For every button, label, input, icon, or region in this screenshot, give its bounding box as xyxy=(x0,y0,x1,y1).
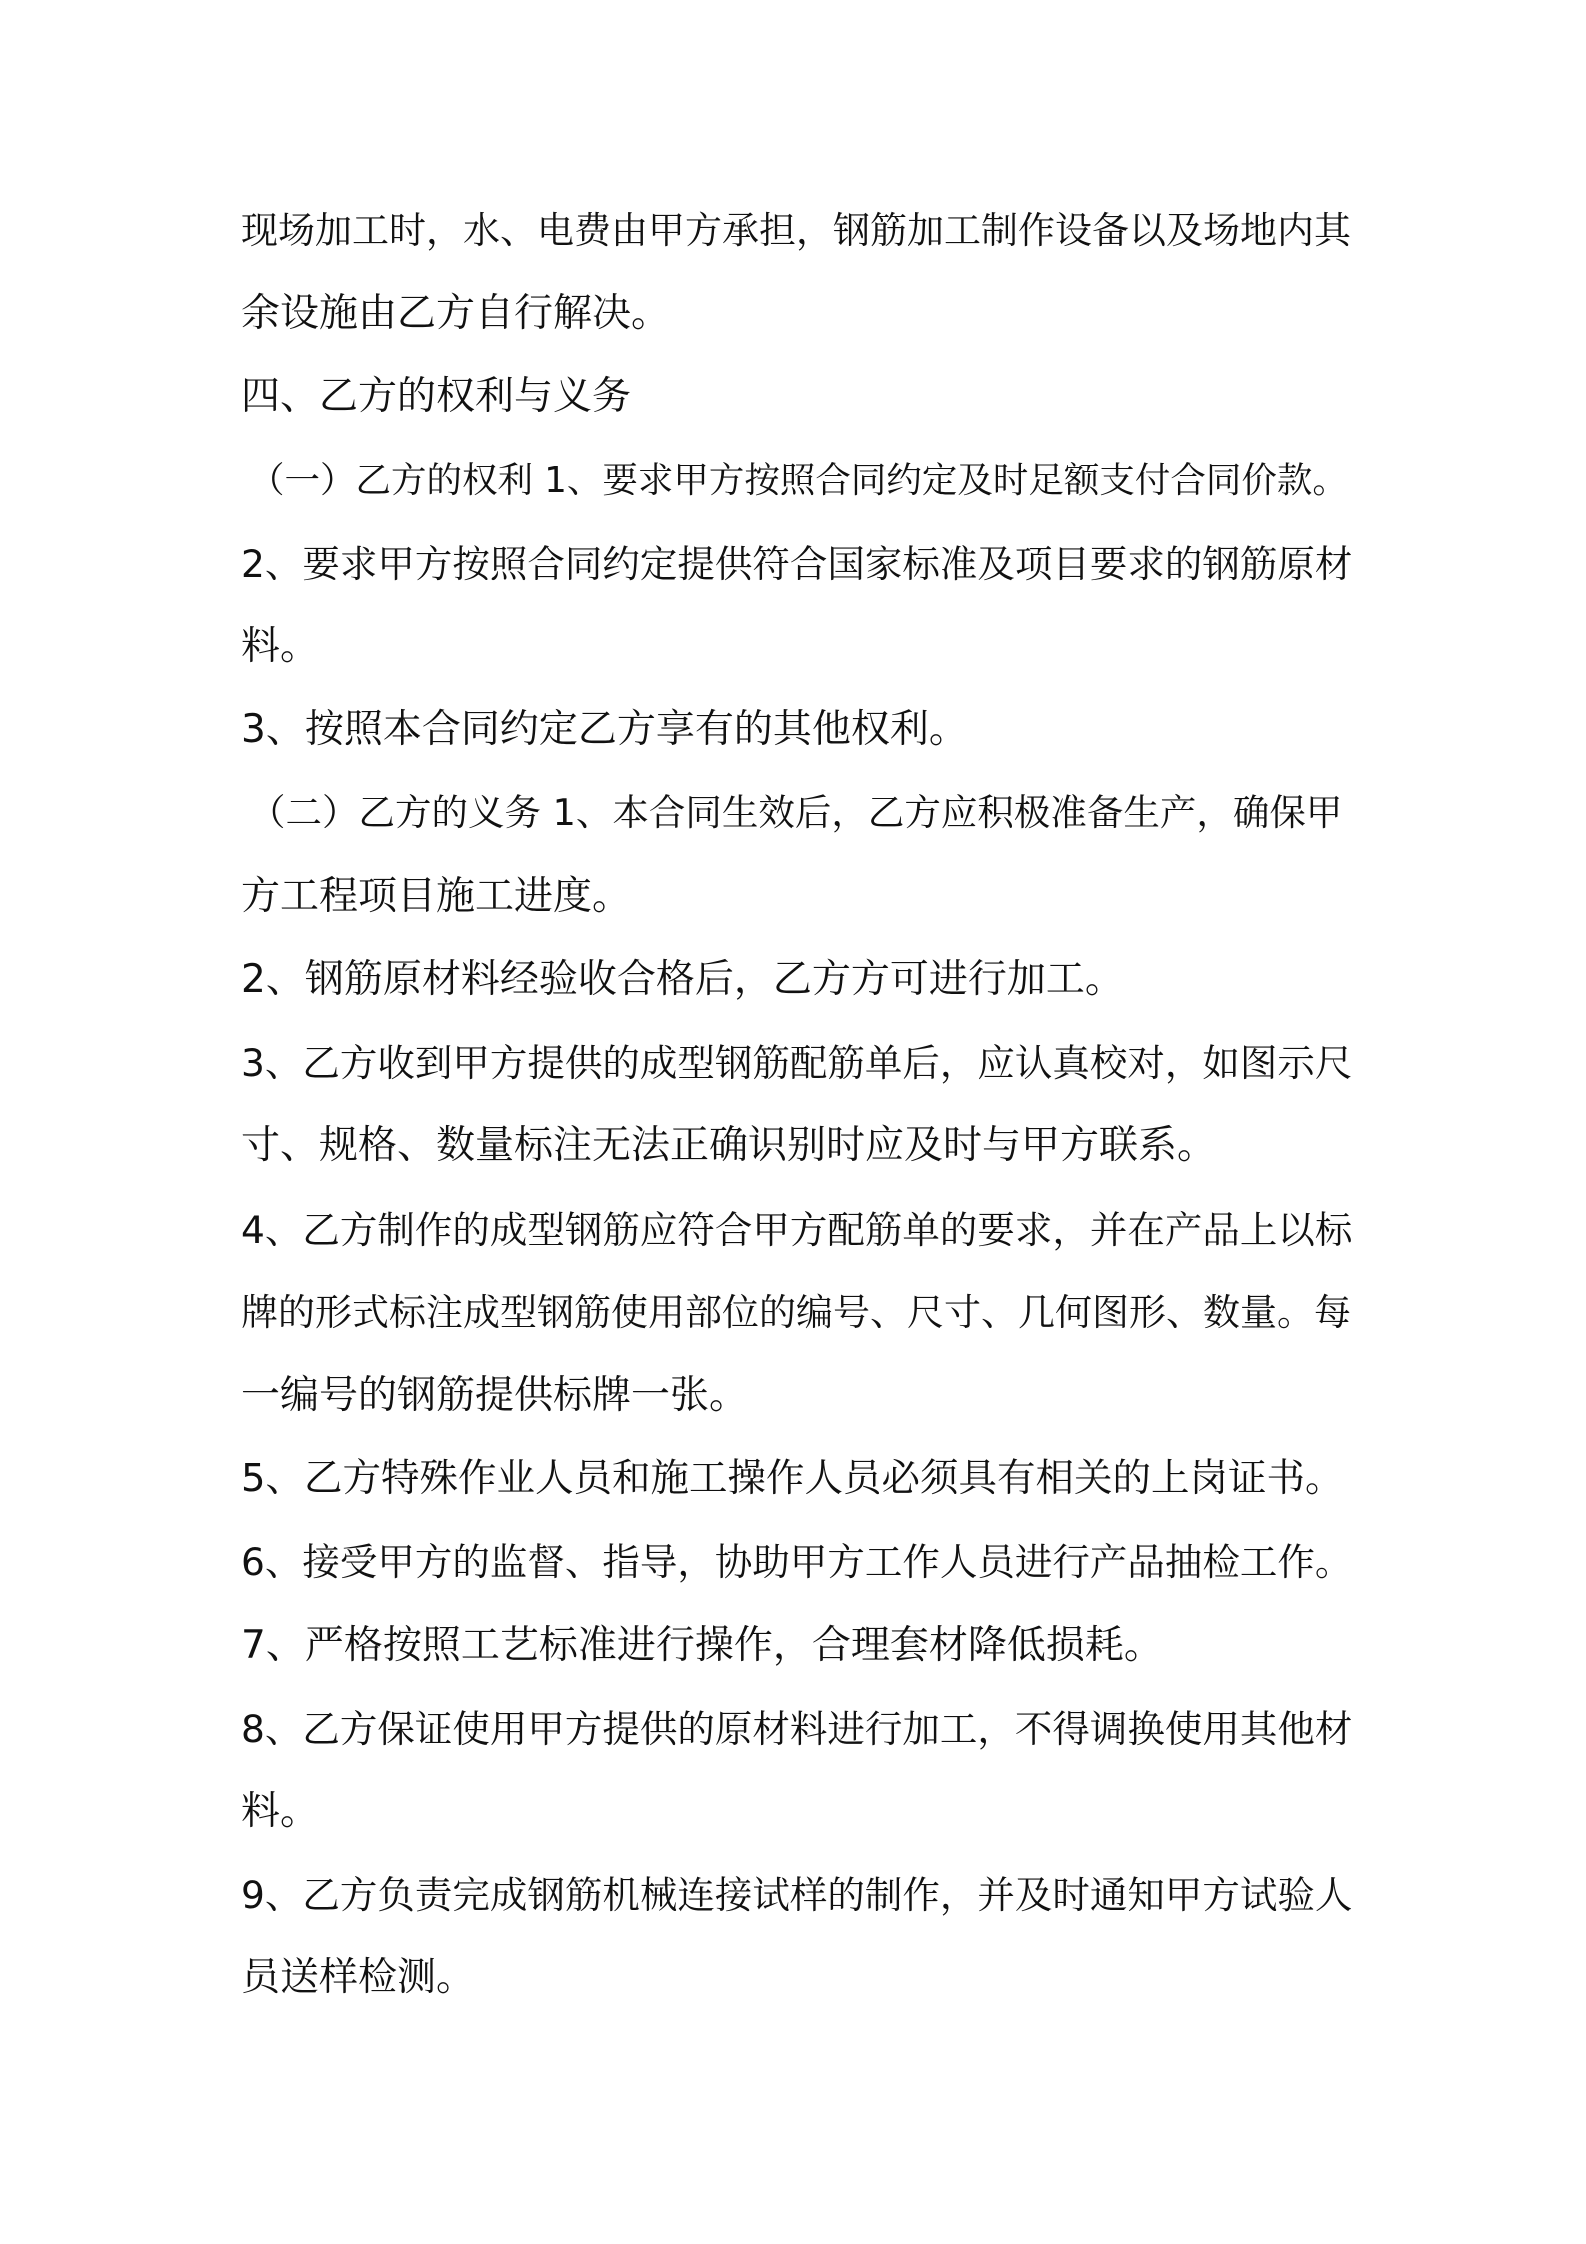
text-line: 一编号的钢筋提供标牌一张。 xyxy=(241,1373,749,1418)
text-line: 现场加工时，水、电费由甲方承担，钢筋加工制作设备以及场地内其 xyxy=(241,209,1351,252)
text-line: 余设施由乙方自行解决。 xyxy=(241,291,671,336)
text-line: 员送样检测。 xyxy=(241,1955,476,2000)
text-line: 2、钢筋原材料经验收合格后，乙方方可进行加工。 xyxy=(241,957,1124,1002)
text-line: 8、乙方保证使用甲方提供的原材料进行加工，不得调换使用其他材 xyxy=(241,1707,1353,1751)
text-line: 牌的形式标注成型钢筋使用部位的编号、尺寸、几何图形、数量。每 xyxy=(241,1291,1351,1334)
text-line: 6、接受甲方的监督、指导，协助甲方工作人员进行产品抽检工作。 xyxy=(241,1540,1353,1584)
text-line: 料。 xyxy=(241,1789,320,1834)
section-heading: 四、乙方的权利与义务 xyxy=(241,374,632,419)
text-line: 9、乙方负责完成钢筋机械连接试样的制作，并及时通知甲方试验人 xyxy=(241,1873,1353,1917)
text-line: 2、要求甲方按照合同约定提供符合国家标准及项目要求的钢筋原材 xyxy=(241,542,1353,586)
text-line: 5、乙方特殊作业人员和施工操作人员必须具有相关的上岗证书。 xyxy=(241,1456,1344,1501)
text-line: 料。 xyxy=(241,624,320,669)
text-line: 寸、规格、数量标注无法正确识别时应及时与甲方联系。 xyxy=(241,1123,1217,1168)
text-line: 3、按照本合同约定乙方享有的其他权利。 xyxy=(241,707,968,752)
text-line: 方工程项目施工进度。 xyxy=(241,874,632,919)
text-line: （一）乙方的权利 1、要求甲方按照合同约定及时足额支付合同价款。 xyxy=(249,460,1348,501)
text-line: 3、乙方收到甲方提供的成型钢筋配筋单后，应认真校对，如图示尺 xyxy=(241,1041,1353,1085)
text-line: 4、乙方制作的成型钢筋应符合甲方配筋单的要求，并在产品上以标 xyxy=(241,1208,1353,1252)
text-line: （二）乙方的义务 1、本合同生效后，乙方应积极准备生产，确保甲 xyxy=(249,791,1343,834)
text-line: 7、严格按照工艺标准进行操作，合理套材降低损耗。 xyxy=(241,1623,1163,1668)
